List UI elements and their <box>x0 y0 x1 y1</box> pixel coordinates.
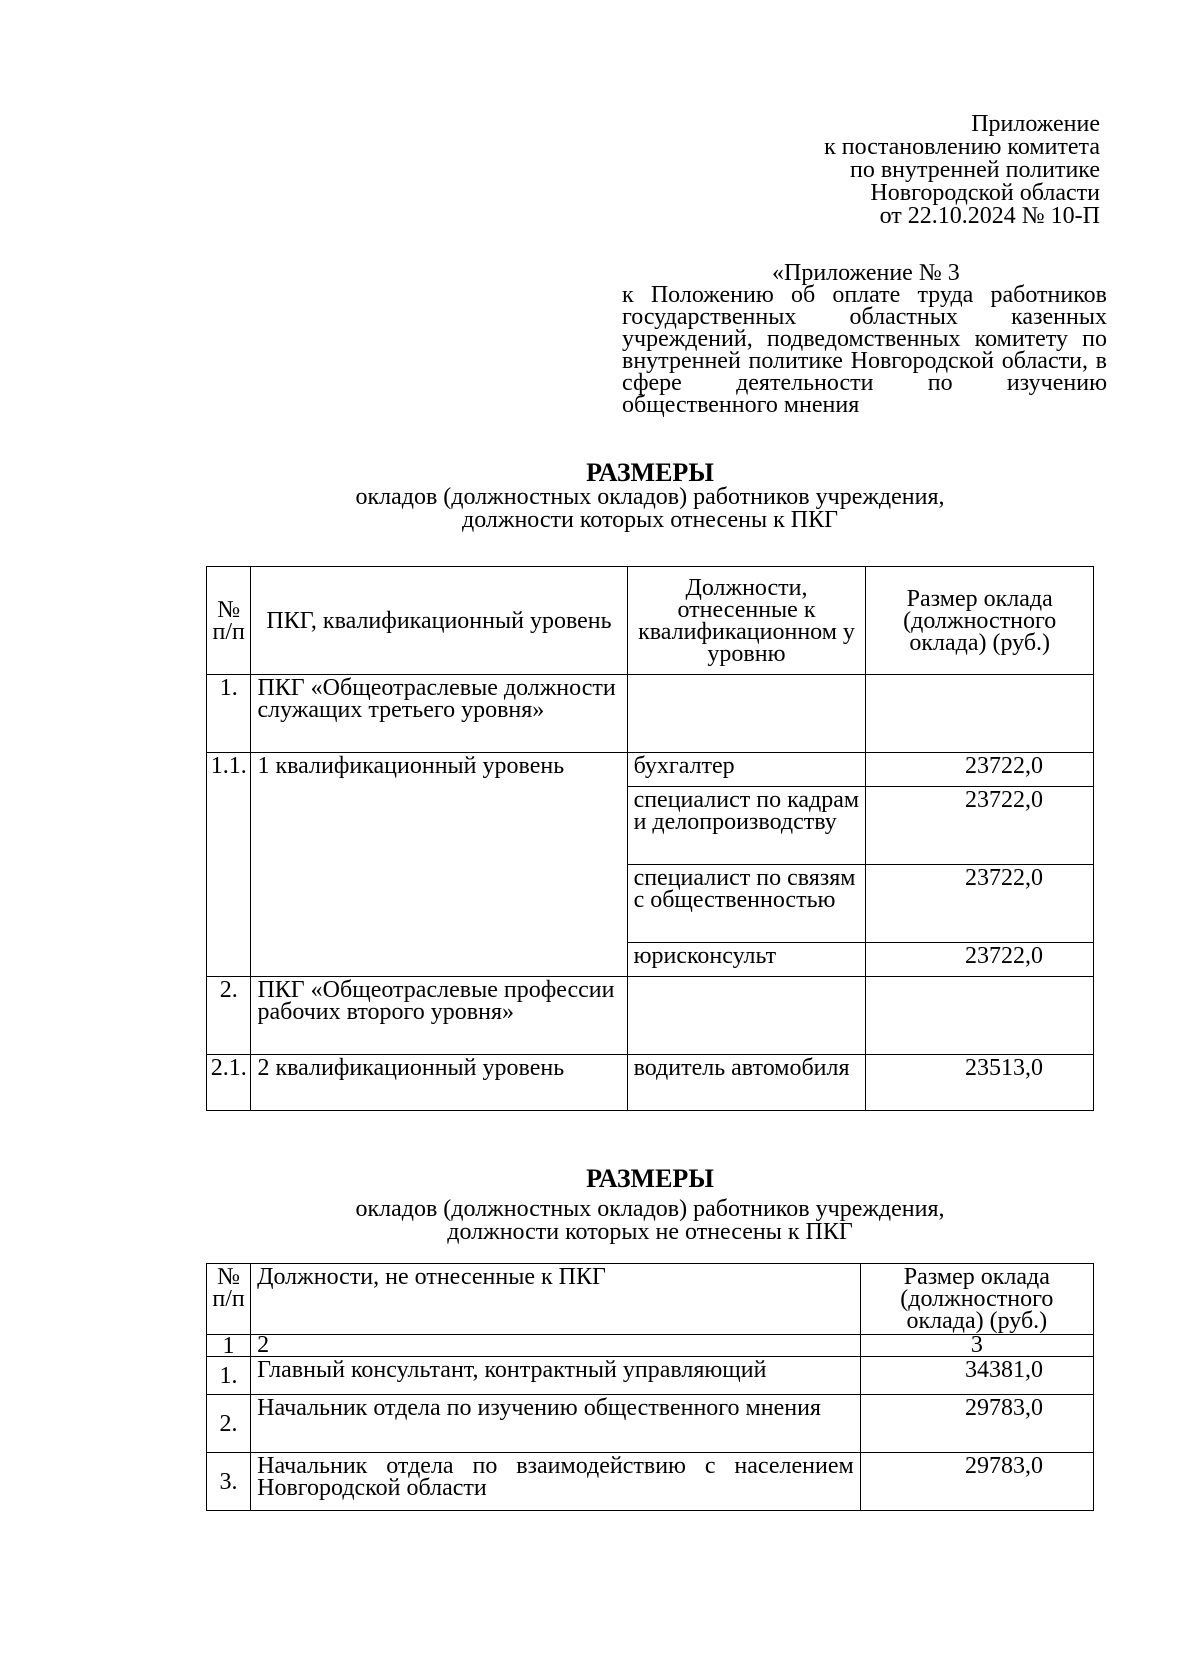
table-row <box>207 1357 1094 1395</box>
section-subtitle: окладов (должностных окладов) работников учреждения, <box>355 1196 945 1222</box>
table-row <box>207 977 1094 1055</box>
position-name: юрисконсульт <box>627 943 866 977</box>
position-name: специалист по связям с общественностью <box>627 865 866 943</box>
section-title: РАЗМЕРЫ <box>586 1164 714 1193</box>
section-subtitle: должности которых отнесены к ПКГ <box>461 507 838 533</box>
column-number: 2 <box>251 1335 861 1357</box>
column-number: 1 <box>207 1335 251 1357</box>
header-salary: Размер оклада (должностного оклада) (руб.) <box>866 567 1094 675</box>
table-row <box>207 753 1094 787</box>
header-pkg: ПКГ, квалификационный уровень <box>251 567 627 675</box>
header-num: № п/п <box>207 567 251 675</box>
position-name: водитель автомобиля <box>627 1055 866 1111</box>
row-pkg: ПКГ «Общеотраслевые профессии рабочих второго уровня» <box>251 977 627 1055</box>
header-positions: Должности, не отнесенные к ПКГ <box>251 1264 861 1335</box>
table-header-row <box>207 1264 1094 1335</box>
table-row <box>207 1055 1094 1111</box>
position-name: специалист по кадрам и делопроизводству <box>627 787 866 865</box>
salary-value: 23722,0 <box>866 865 1094 943</box>
row-pkg: 1 квалификационный уровень <box>251 753 627 977</box>
section-title: РАЗМЕРЫ <box>586 458 714 487</box>
approval-line: по внутренней политике <box>849 157 1100 183</box>
position-name: бухгалтер <box>627 753 866 787</box>
salary-value: 23722,0 <box>866 943 1094 977</box>
non-pkg-salary-table <box>206 1263 1094 1511</box>
row-num: 2. <box>207 977 251 1055</box>
salary-value: 23513,0 <box>866 1055 1094 1111</box>
salary-value: 23722,0 <box>866 787 1094 865</box>
approval-line: Новгородской области <box>870 180 1100 206</box>
appendix-3-block <box>622 262 1107 416</box>
row-pkg: 2 квалификационный уровень <box>251 1055 627 1111</box>
row-num: 1.1. <box>207 753 251 977</box>
salary-value: 34381,0 <box>860 1357 1093 1395</box>
header-num: № п/п <box>207 1264 251 1335</box>
pkg-salary-table <box>206 566 1094 1111</box>
position-name: Главный консультант, контрактный управляющий <box>251 1357 861 1395</box>
approval-line: Приложение <box>971 111 1100 137</box>
section-subtitle: окладов (должностных окладов) работников учреждения, <box>355 484 945 510</box>
section-2-heading <box>200 1166 1100 1244</box>
header-positions: Должности, отнесенные к квалификационном у уровню <box>627 567 866 675</box>
row-num: 1. <box>207 1357 251 1395</box>
position-name: Начальник отдела по взаимодействию с населением Новгородской области <box>251 1453 861 1511</box>
approval-line: к постановлению комитета <box>824 134 1100 160</box>
row-num: 1. <box>207 675 251 753</box>
section-1-heading <box>200 460 1100 532</box>
salary-value: 29783,0 <box>860 1395 1093 1453</box>
column-number-row <box>207 1335 1094 1357</box>
salary-value: 29783,0 <box>860 1453 1093 1511</box>
table-header-row <box>207 567 1094 675</box>
appendix-3-body: к Положению об оплате труда работников государственных областных казенных учреждений, подведомственных комитету по внутренней политике Новгородской области, в сфере деятельности по изучению общественного мнения <box>622 282 1107 418</box>
approval-block <box>600 113 1100 228</box>
header-salary: Размер оклада (должностного оклада) (руб.) <box>860 1264 1093 1335</box>
column-number: 3 <box>860 1335 1093 1357</box>
appendix-3-title: «Приложение № 3 <box>772 260 960 286</box>
salary-value: 23722,0 <box>866 753 1094 787</box>
approval-line: от 22.10.2024 № 10-П <box>879 203 1100 229</box>
row-num: 3. <box>207 1453 251 1511</box>
row-pkg: ПКГ «Общеотраслевые должности служащих третьего уровня» <box>251 675 627 753</box>
position-name: Начальник отдела по изучению общественного мнения <box>251 1395 861 1453</box>
row-num: 2. <box>207 1395 251 1453</box>
table-row <box>207 675 1094 753</box>
row-num: 2.1. <box>207 1055 251 1111</box>
table-row <box>207 1453 1094 1511</box>
table-row <box>207 1395 1094 1453</box>
section-subtitle: должности которых не отнесены к ПКГ <box>447 1219 853 1245</box>
